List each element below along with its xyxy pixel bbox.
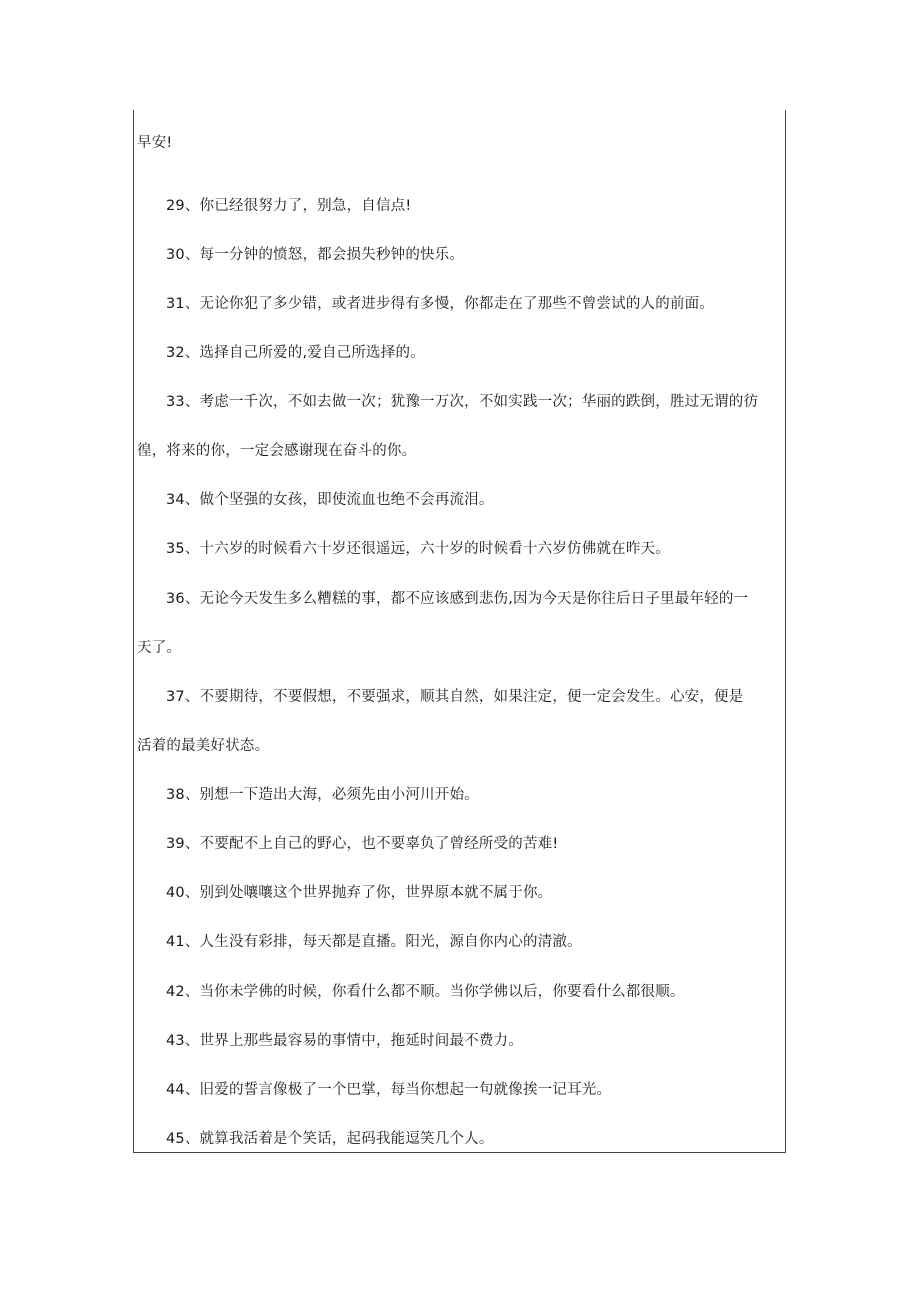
text-line: 39、不要配不上自己的野心，也不要辜负了曾经所受的苦难! [166,836,559,852]
text-line: 31、无论你犯了多少错，或者进步得有多慢，你都走在了那些不曾尝试的人的前面。 [166,296,715,312]
text-line: 42、当你未学佛的时候，你看什么都不顺。当你学佛以后，你要看什么都很顺。 [166,984,685,1000]
text-line: 40、别到处嚷嚷这个世界抛弃了你，世界原本就不属于你。 [166,885,553,901]
text-line: 早安! [137,135,173,151]
text-line: 29、你已经很努力了，别急，自信点! [166,198,412,214]
text-line: 活着的最美好状态。 [137,738,270,754]
text-line: 30、每一分钟的愤怒，都会损失秒钟的快乐。 [166,247,465,263]
text-line: 38、别想一下造出大海，必须先由小河川开始。 [166,787,479,803]
text-line: 徨，将来的你，一定会感谢现在奋斗的你。 [137,443,417,459]
text-line: 33、考虑一千次，不如去做一次；犹豫一万次，不如实践一次；华丽的跌倒，胜过无谓的彷 [166,394,759,410]
text-line: 34、做个坚强的女孩，即使流血也绝不会再流泪。 [166,492,494,508]
text-line: 天了。 [137,640,182,656]
text-line: 45、就算我活着是个笑话，起码我能逗笑几个人。 [166,1131,494,1147]
text-line: 43、世界上那些最容易的事情中，拖延时间最不费力。 [166,1033,523,1049]
text-line: 41、人生没有彩排，每天都是直播。阳光，源自你内心的清澈。 [166,934,582,950]
text-line: 32、选择自己所爱的,爱自己所选择的。 [166,345,425,361]
text-line: 44、旧爱的誓言像极了一个巴掌，每当你想起一句就像挨一记耳光。 [166,1082,612,1098]
text-line: 36、无论今天发生多么糟糕的事，都不应该感到悲伤,因为今天是你往后日子里最年轻的一 [166,591,749,607]
text-line: 37、不要期待，不要假想，不要强求，顺其自然，如果注定，便一定会发生。心安，便是 [166,689,744,705]
text-line: 35、十六岁的时候看六十岁还很遥远，六十岁的时候看十六岁仿佛就在昨天。 [166,541,670,557]
